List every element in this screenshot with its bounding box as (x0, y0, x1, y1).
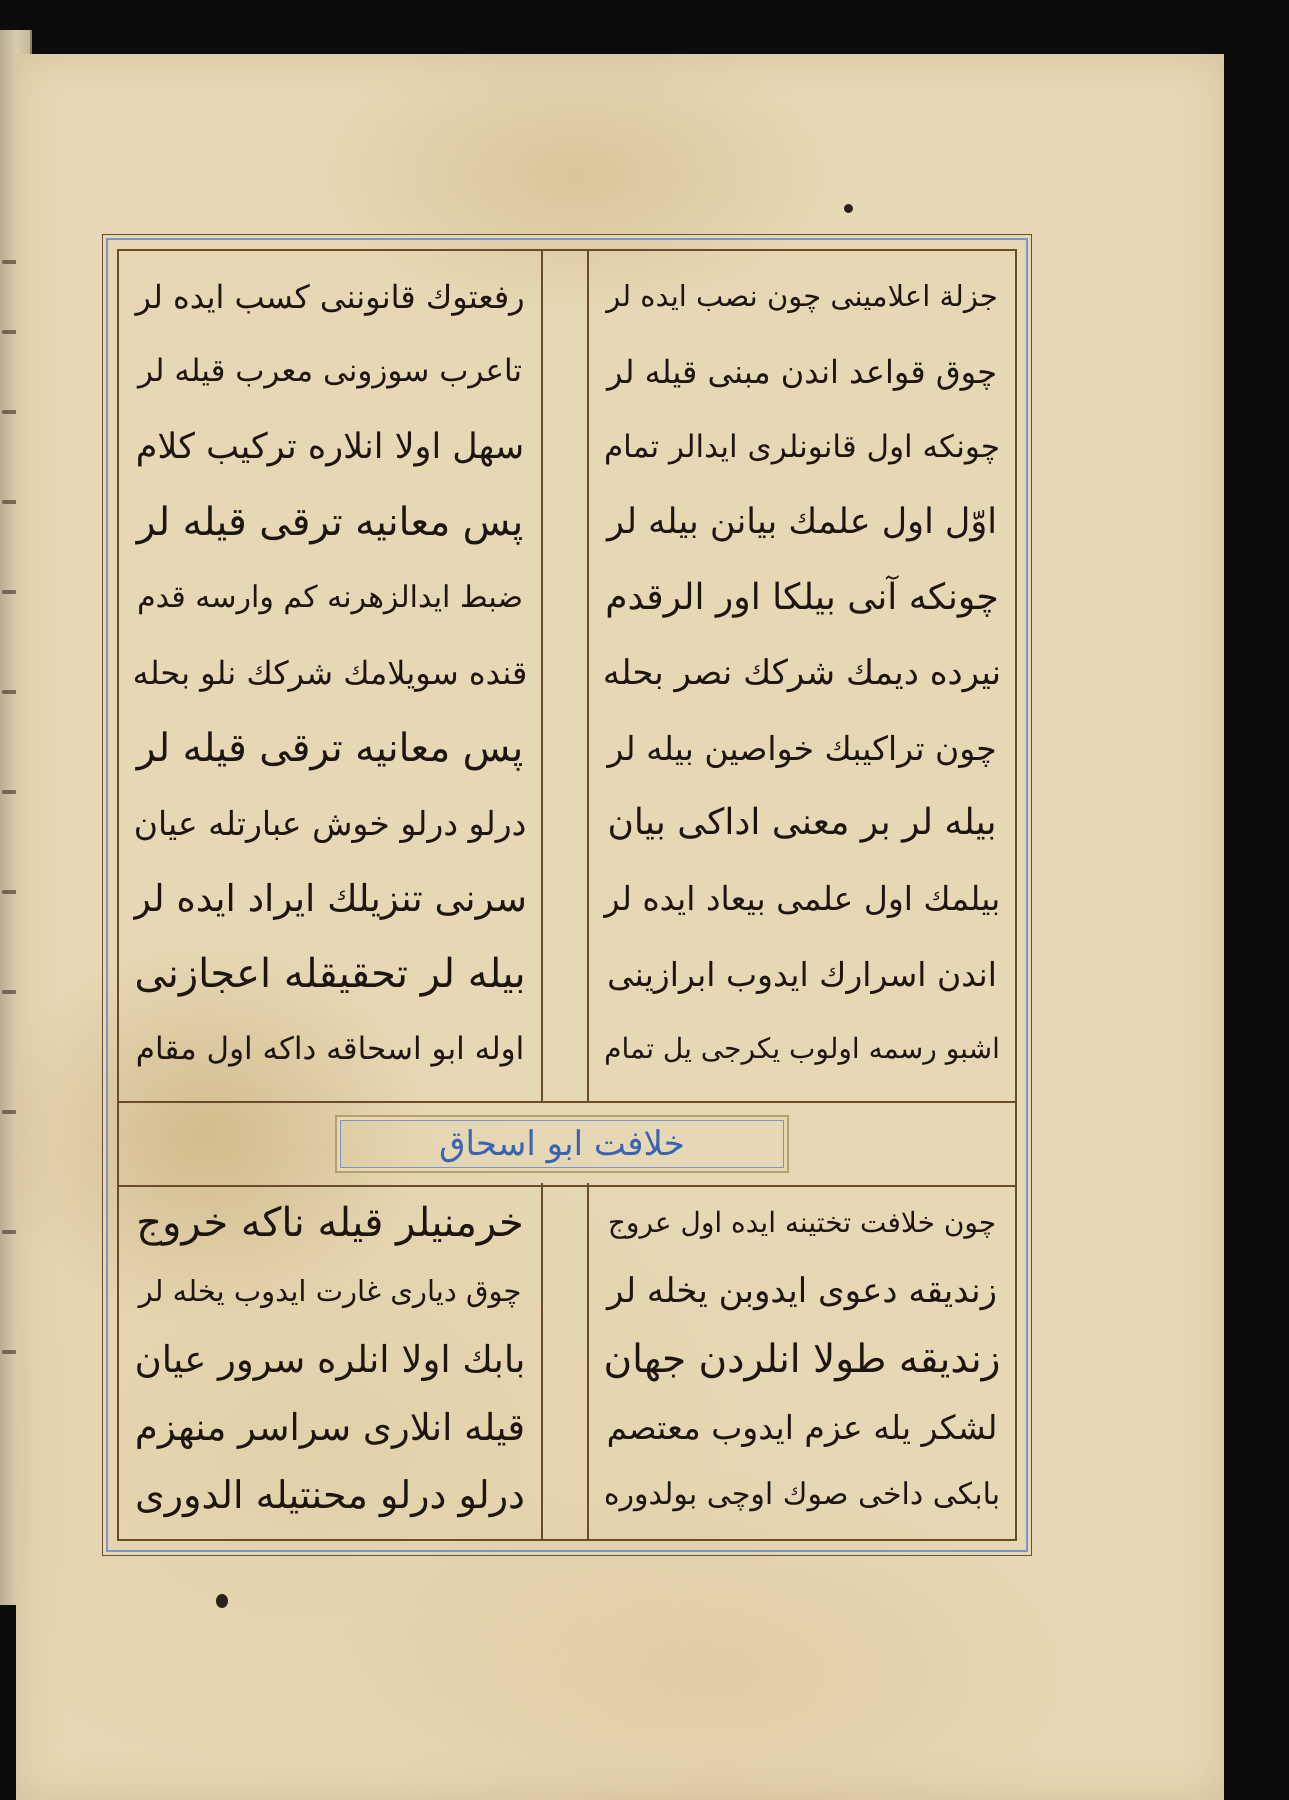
verse-line: خرمنيلر قيله ناكه خروج (136, 1200, 524, 1246)
column-gutter (541, 251, 589, 1101)
chapter-heading-band (119, 1101, 1015, 1187)
verse-line: درلو درلو محنتيله الدورى (135, 1473, 525, 1517)
verse-line: بابكى داخى صوك اوچى بولدوره (603, 1477, 1001, 1512)
column-gutter (541, 1183, 589, 1539)
chapter-heading: خلافت ابو اسحاق (439, 1124, 685, 1164)
verse-line: رفعتوك قانوننى كسب ايده لر (135, 277, 525, 316)
verse-line: سهل اولا انلاره تركيب كلام (135, 426, 525, 467)
verse-line: چوق ديارى غارت ايدوب يخله لر (138, 1273, 522, 1308)
verse-line: تاعرب سوزونى معرب قيله لر (137, 353, 523, 390)
upper-left-column (119, 251, 541, 1101)
verse-line: درلو درلو خوش عبارتله عيان (133, 803, 527, 843)
verse-line: ضبط ايدالزهرنه كم وارسه قدم (137, 579, 523, 615)
verse-line: جزلة اعلامينى چون نصب ايده لر (606, 279, 998, 314)
text-frame (106, 238, 1028, 1552)
lower-left-column (119, 1183, 541, 1539)
verse-line: اندن اسرارك ايدوب ابرازينى (607, 954, 997, 994)
verse-line: پس معانيه ترقى قيله لر (136, 725, 524, 771)
ink-spot (844, 204, 853, 213)
verse-line: چون خلافت تختينه ايده اول عروج (607, 1206, 997, 1239)
verse-line: لشكر يله عزم ايدوب معتصم (606, 1407, 998, 1447)
verse-line: اوله ابو اسحاقه داكه اول مقام (135, 1030, 525, 1067)
verse-line: زنديقه دعوى ايدوبن يخله لر (607, 1271, 997, 1311)
verse-line: نيرده ديمك شركك نصر بحله (603, 652, 1001, 693)
verse-line: بابك اولا انلره سرور عيان (134, 1337, 526, 1381)
verse-line: بيله لر بر معنى اداكى بيان (607, 802, 997, 844)
verse-line: چونكه آنى بيلكا اور الرقدم (605, 576, 999, 618)
verse-line: اوّل اول علمك بيانن بيله لر (607, 501, 997, 542)
lower-right-column (589, 1183, 1015, 1539)
chapter-heading-cartouche (335, 1115, 789, 1173)
upper-right-column (589, 251, 1015, 1101)
verse-line: چون تراكيبك خواصين بيله لر (607, 728, 997, 768)
verse-line: زنديقه طولا انلردن جهان (603, 1336, 1001, 1382)
verse-line: قيله انلارى سراسر منهزم (134, 1405, 526, 1449)
verse-line: چونكه اول قانونلرى ايدالر تمام (603, 428, 1001, 465)
verse-line: پس معانيه ترقى قيله لر (136, 499, 524, 545)
ink-spot (216, 1594, 228, 1608)
verse-line: بيلمك اول علمى بيعاد ايده لر (603, 879, 1001, 919)
text-block (117, 249, 1017, 1541)
verse-line: سرنى تنزيلك ايراد ايده لر (133, 877, 527, 921)
verse-line: اشبو رسمه اولوب يكرجى يل تمام (604, 1032, 1000, 1066)
verse-line: قنده سويلامك شركك نلو بحله (133, 653, 527, 692)
verse-line: چوق قواعد اندن مبنى قيله لر (607, 352, 997, 391)
verse-line: بيله لر تحقيقله اعجازنى (134, 951, 526, 998)
manuscript-folio (16, 54, 1224, 1800)
